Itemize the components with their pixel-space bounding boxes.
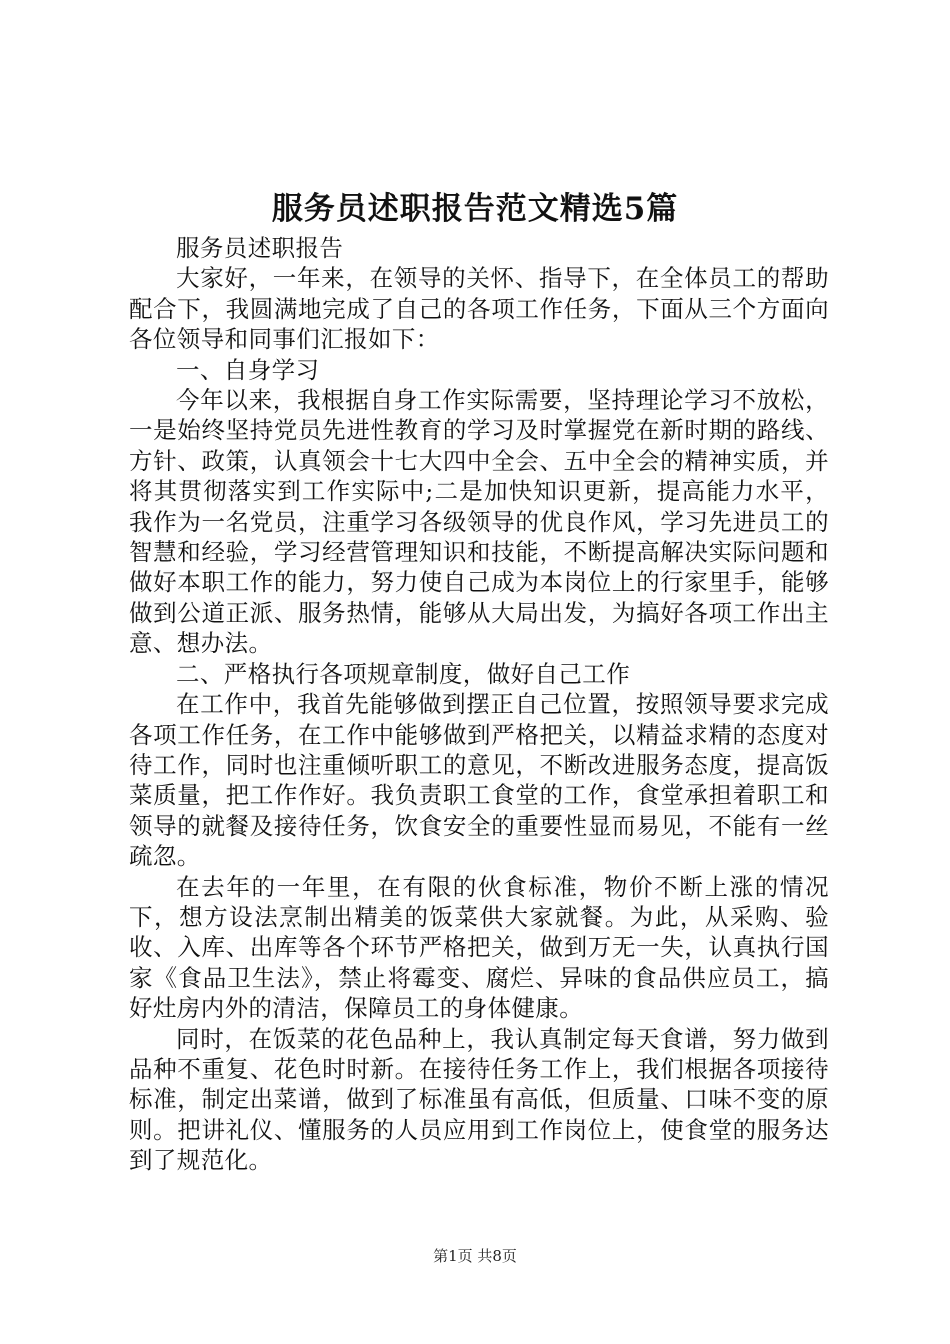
page-number-footer: 第1页 共8页 bbox=[433, 1247, 517, 1265]
section-label: 服务员述职报告 bbox=[176, 234, 344, 262]
document-title: 服务员述职报告范文精选5篇 bbox=[271, 191, 679, 227]
body-paragraph: 今年以来，我根据自身工作实际需要，坚持理论学习不放松，一是始终坚持党员先进性教育的学习及时掌握党在新时期的路线、方针、政策，认真领会十七大四中全会、五中全会的精神实质，并将其贯彻落实到工作实际中;二是加快知识更新，提高能力水平，我作为一名党员，注重学习各级领导的优良作风，学习先进员工的智慧和经验，学习经营管理知识和技能，不断提高解决实际问题和做好本职工作的能力，努力使自己成为本岗位上的行家里手，能够做到公道正派、服务热情，能够从大局出发，为搞好各项工作出主意、想办法。 bbox=[129, 386, 829, 658]
body-paragraph: 在工作中，我首先能够做到摆正自己位置，按照领导要求完成各项工作任务，在工作中能够做到严格把关，以精益求精的态度对待工作，同时也注重倾听职工的意见，不断改进服务态度，提高饭菜质量，把工作作好。我负责职工食堂的工作，食堂承担着职工和领导的就餐及接待任务，饮食安全的重要性显而易见，不能有一丝疏忽。 bbox=[129, 690, 829, 871]
body-paragraph: 大家好，一年来，在领导的关怀、指导下，在全体员工的帮助配合下，我圆满地完成了自己的各项工作任务，下面从三个方面向各位领导和同事们汇报如下： bbox=[129, 264, 829, 354]
body-paragraph: 同时，在饭菜的花色品种上，我认真制定每天食谱，努力做到品种不重复、花色时时新。在接待任务工作上，我们根据各项接待标准，制定出菜谱，做到了标准虽有高低，但质量、口味不变的原则。把讲礼仪、懂服务的人员应用到工作岗位上，使食堂的服务达到了规范化。 bbox=[129, 1024, 829, 1175]
body-paragraph: 在去年的一年里，在有限的伙食标准，物价不断上涨的情况下，想方设法烹制出精美的饭菜供大家就餐。为此，从采购、验收、入库、出库等各个环节严格把关，做到万无一失，认真执行国家《食品卫生法》，禁止将霉变、腐烂、异味的食品供应员工，搞好灶房内外的清洁，保障员工的身体健康。 bbox=[129, 872, 829, 1023]
section-heading: 一、自身学习 bbox=[176, 355, 320, 384]
section-heading: 二、严格执行各项规章制度，做好自己工作 bbox=[176, 659, 631, 688]
document-body bbox=[129, 233, 829, 1176]
